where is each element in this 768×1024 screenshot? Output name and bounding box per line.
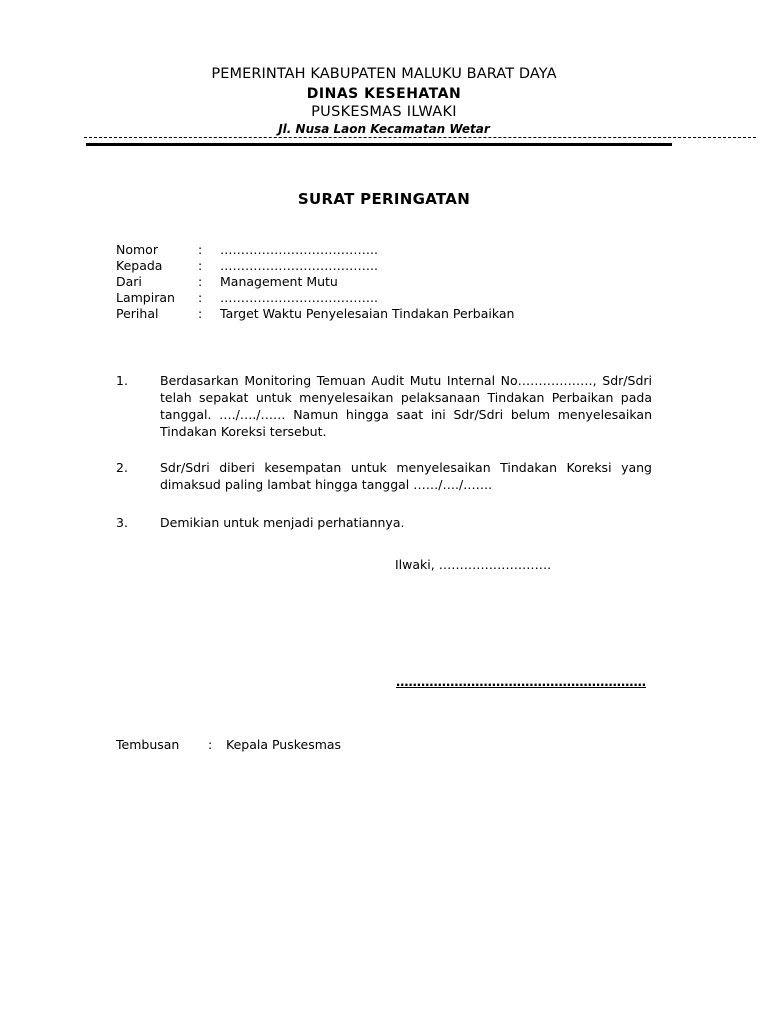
signature-line: …………………………………………………… <box>396 674 646 689</box>
meta-label: Dari <box>116 274 142 289</box>
list-item-text: Berdasarkan Monitoring Temuan Audit Mutu Internal No………………, Sdr/Sdri telah sepakat untuk menyelesaikan pelaksanaan Tindakan Perbaikan pada tanggal. …./…./…… Namun hingga saat ini Sdr/Sdri belum menyelesaikan Tindakan Koreksi tersebut. <box>160 373 652 439</box>
meta-label: Kepada <box>116 258 163 273</box>
letterhead-government: PEMERINTAH KABUPATEN MALUKU BARAT DAYA <box>211 66 557 82</box>
meta-label: Nomor <box>116 242 158 257</box>
meta-colon: : <box>198 290 203 305</box>
letterhead-department: DINAS KESEHATAN <box>306 86 462 102</box>
meta-value: ……………………………….. <box>220 258 378 273</box>
place-date: Ilwaki, ……………………… <box>395 557 552 572</box>
meta-colon: : <box>198 242 203 257</box>
dashed-divider <box>84 137 756 138</box>
cc-value: Kepala Puskesmas <box>226 737 342 752</box>
meta-label: Perihal <box>116 306 159 321</box>
letter-title: SURAT PERINGATAN <box>297 190 471 208</box>
list-item-number: 3. <box>116 515 128 530</box>
meta-value: ……………………………….. <box>220 290 378 305</box>
cc-colon: : <box>208 737 213 752</box>
meta-colon: : <box>198 306 203 321</box>
meta-label: Lampiran <box>116 290 175 305</box>
meta-value: ……………………………….. <box>220 242 378 257</box>
meta-value: Target Waktu Penyelesaian Tindakan Perbaikan <box>220 306 515 321</box>
letterhead-address: Jl. Nusa Laon Kecamatan Wetar <box>278 122 490 136</box>
list-item-number: 2. <box>116 460 128 475</box>
cc-label: Tembusan <box>116 737 180 752</box>
list-item-text: Demikian untuk menjadi perhatiannya. <box>160 515 405 530</box>
meta-value: Management Mutu <box>220 274 338 289</box>
list-item-number: 1. <box>116 373 128 388</box>
meta-colon: : <box>198 258 203 273</box>
thick-divider <box>86 143 672 146</box>
meta-colon: : <box>198 274 203 289</box>
list-item-text: Sdr/Sdri diberi kesempatan untuk menyelesaikan Tindakan Koreksi yang dimaksud paling lambat hingga tanggal ……/…./……. <box>160 460 652 492</box>
letterhead-institution: PUSKESMAS ILWAKI <box>311 104 457 120</box>
